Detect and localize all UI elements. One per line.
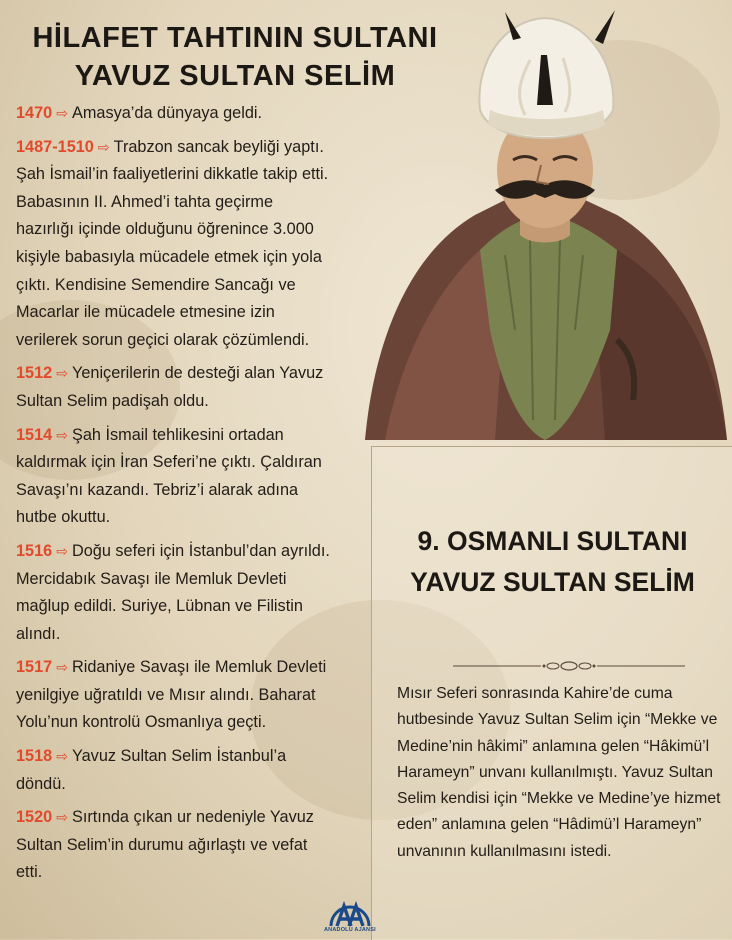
timeline-year: 1514 [16, 425, 53, 444]
timeline-text: Yavuz Sultan Selim İstanbul’a döndü. [16, 747, 287, 793]
timeline-year: 1518 [16, 747, 53, 766]
logo-text: ANADOLU AJANSI [324, 927, 376, 933]
timeline-text: Amasya’da dünyaya geldi. [71, 104, 263, 122]
timeline-entry [16, 538, 334, 648]
timeline-text: Doğu seferi için İstanbul’dan ayrıldı. Mercidabık Savaşı ile Memluk Devleti mağlup edildi. Suriye, Lübnan ve Filistin alındı. [16, 541, 330, 643]
timeline-year: 1516 [16, 541, 53, 560]
arrow-right-icon: ⇨ [56, 659, 68, 676]
timeline-entry [16, 360, 334, 415]
arrow-right-icon: ⇨ [56, 542, 68, 559]
panel-title-line2: YAVUZ SULTAN SELİM [410, 567, 695, 597]
timeline-entry [16, 134, 334, 355]
timeline-entry [16, 100, 334, 128]
panel-title-line1: 9. OSMANLI SULTANI [417, 526, 688, 556]
timeline-text: Yeniçerilerin de desteği alan Yavuz Sultan Selim padişah oldu. [16, 364, 324, 410]
timeline-year: 1520 [16, 808, 53, 827]
ornament-divider [453, 658, 685, 674]
page-title-line1: HİLAFET TAHTININ SULTANI [32, 22, 438, 54]
timeline-year: 1517 [16, 658, 53, 677]
timeline-year: 1470 [16, 104, 53, 122]
timeline-text: Ridaniye Savaşı ile Memluk Devleti yenilgiye uğratıldı ve Mısır alındı. Baharat Yolu’nun kontrolü Osmanlıya geçti. [16, 658, 327, 732]
timeline-list [16, 100, 334, 893]
timeline-entry [16, 804, 334, 887]
arrow-right-icon: ⇨ [56, 105, 68, 121]
sultan-portrait-illustration [355, 0, 732, 445]
timeline-entry [16, 422, 334, 532]
timeline-entry [16, 654, 334, 737]
arrow-right-icon: ⇨ [56, 365, 68, 382]
arrow-right-icon: ⇨ [56, 748, 68, 765]
timeline-year: 1512 [16, 364, 53, 383]
panel-description: Mısır Seferi sonrasında Kahire’de cuma hutbesinde Yavuz Sultan Selim için “Mekke ve Medine’nin hâkimi” anlamına gelen “Hâkimü’l Harameyn” unvanı kullanılmıştı. Yavuz Sultan Selim kendisi için “Mekke ve Medine’ye hizmet eden” anlamına gelen “Hâdimü’l Harameyn” unvanının kullanılmasını istedi. [397, 685, 721, 860]
timeline-text: Trabzon sancak beyliği yaptı. Şah İsmail’in faaliyetlerini dikkatle takip etti. Babasının II. Ahmed’i tahta geçirme hazırlığı içinde olduğunu öğrenince 3.000 kişiyle babasıyla mücadele etmek için yola çıktı. Kendisine Semendire Sancağı ve Macarlar ile mücadele etmesine izin verilerek sorun geçici olarak çözümlendi. [16, 137, 329, 349]
arrow-right-icon: ⇨ [56, 809, 68, 826]
page-title-line2: YAVUZ SULTAN SELİM [74, 60, 396, 92]
timeline-year: 1487-1510 [16, 137, 94, 156]
timeline-entry [16, 743, 334, 798]
timeline-text: Şah İsmail tehlikesini ortadan kaldırmak için İran Seferi’ne çıktı. Çaldıran Savaşı’nı kazandı. Tebriz’i alarak adına hutbe okuttu. [16, 425, 322, 527]
timeline-text: Sırtında çıkan ur nedeniyle Yavuz Sultan Selim’in durumu ağırlaştı ve vefat etti. [16, 808, 314, 882]
arrow-right-icon: ⇨ [97, 138, 110, 155]
arrow-right-icon: ⇨ [56, 426, 68, 443]
